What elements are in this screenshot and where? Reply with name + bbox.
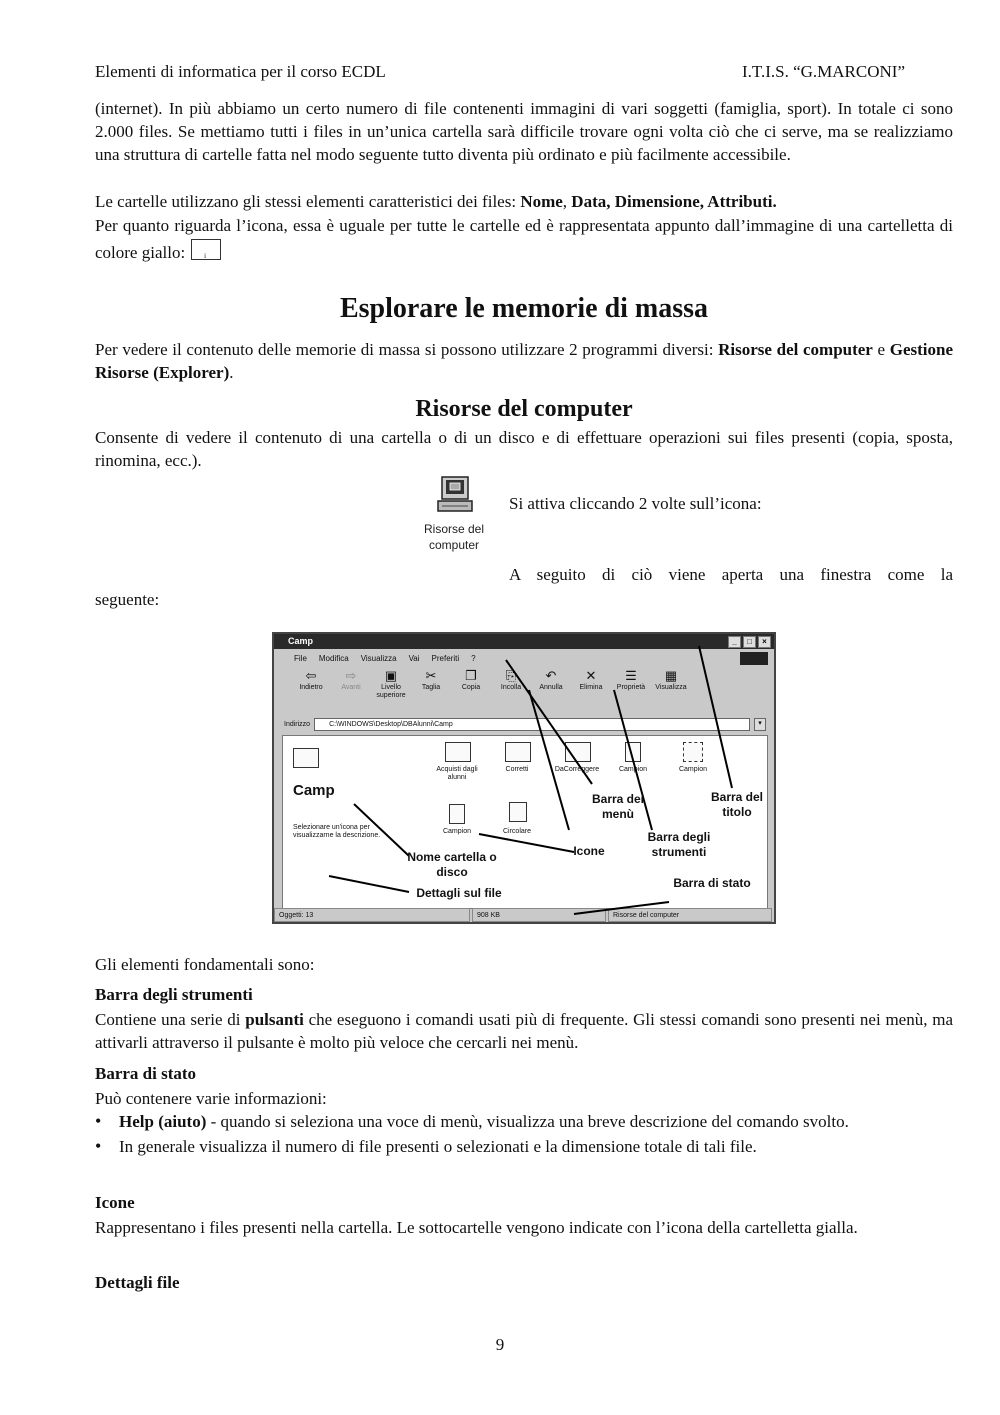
intro-p3-text: Per quanto riguarda l’icona, essa è uguale per tutte le cartelle ed è rappresentata appunto dall’immagine di una cartelletta di colore giallo: <box>95 216 953 262</box>
list-item <box>95 1110 953 1133</box>
icon-label: Circolare <box>502 828 531 835</box>
list-item: • In generale visualizza il numero di file presenti o selezionati e la dimensione totale di tali file. <box>95 1135 953 1158</box>
statusbar-paragraph: Può contenere varie informazioni: <box>95 1089 327 1108</box>
explorer-window-screenshot <box>272 632 776 924</box>
section1-mid: e <box>872 340 890 359</box>
heading-details: Dettagli file <box>95 1273 180 1292</box>
toolbar-label: Copia <box>461 684 481 691</box>
address-label: Indirizzo <box>284 721 311 728</box>
icon-label: Campion <box>618 766 647 773</box>
toolbar-label: Livello superiore <box>376 684 406 699</box>
folder-name: Camp <box>293 782 335 799</box>
intro-p2-bold-nome: Nome <box>520 192 563 211</box>
delete-icon: ✕ <box>585 668 597 683</box>
section1-bold-explorer: Gestione Risorse (Explorer) <box>95 340 953 382</box>
intro-p2-sep: , <box>562 192 572 211</box>
chevron-down-icon[interactable]: ▾ <box>754 718 766 731</box>
follow-text-1: A seguito di ciò viene aperta una finestra come la <box>509 565 953 584</box>
intro-paragraph-3 <box>95 213 953 266</box>
bullet-text: - quando si seleziona una voce di menù, visualizza una breve descrizione del comando svolto. <box>206 1112 849 1131</box>
scissors-icon: ✂ <box>425 668 437 683</box>
icon-label: DaCorreggere <box>554 766 600 773</box>
intro-paragraph-1: (internet). In più abbiamo un certo numero di file contenenti immagini di vari soggetti (famiglia, sport). In totale ci sono 2.000 files. Se mettiamo tutti i files in un’unica cartella sarà difficile trovare ogni volta ciò che ci serve, ma se realizziamo una struttura di cartelle fatta nel modo seguente tutto diventa più ordinato e più facilmente accessibile. <box>95 99 953 164</box>
follow-text-2: seguente: <box>95 590 160 609</box>
bullet-bold-help: Help (aiuto) <box>119 1112 207 1131</box>
back-icon: ⇦ <box>305 668 317 683</box>
heading-toolbar: Barra degli strumenti <box>95 985 253 1004</box>
page-number: 9 <box>495 1335 505 1354</box>
menu-modifica[interactable]: Modifica <box>318 653 349 663</box>
section1-paragraph <box>95 338 953 384</box>
intro-p2-text: Le cartelle utilizzano gli stessi elementi caratteristici dei files: <box>95 192 521 211</box>
minimize-icon[interactable]: _ <box>728 636 741 648</box>
my-computer-label-1: Risorse del <box>423 522 485 536</box>
intro-paragraph-2 <box>95 190 953 213</box>
menu-help[interactable]: ? <box>471 653 476 663</box>
status-location: Risorse del computer <box>608 908 772 922</box>
toolbar-label: Elimina <box>579 684 603 691</box>
section-title-risorse: Risorse del computer <box>415 396 633 422</box>
activate-text: Si attiva cliccando 2 volte sull’icona: <box>509 494 762 513</box>
address-input[interactable]: C:\WINDOWS\Desktop\DBAlunni\Camp <box>314 718 750 731</box>
toolbar-label: Avanti <box>341 684 361 691</box>
toolbar-bold-pulsanti: pulsanti <box>245 1010 304 1029</box>
section2-paragraph: Consente di vedere il contenuto di una cartella o di un disco e di effettuare operazioni sui files presenti (copia, sposta, rinomina, ecc.). <box>95 428 953 470</box>
toolbar-label: Visualizza <box>655 684 687 691</box>
folder-up-icon: ▣ <box>384 668 398 683</box>
forward-icon: ⇨ <box>345 668 357 683</box>
callout-icons: Icone <box>573 844 605 858</box>
heading-icons: Icone <box>95 1193 135 1212</box>
section1-bold-risorse: Risorse del computer <box>718 340 873 359</box>
my-computer-label-2: computer <box>428 538 480 552</box>
menu-preferiti[interactable]: Preferiti <box>431 653 460 663</box>
icons-paragraph: Rappresentano i files presenti nella cartella. Le sottocartelle vengono indicate con l’icona della cartelletta gialla. <box>95 1218 858 1237</box>
toolbar-paragraph <box>95 1008 953 1054</box>
header-right: I.T.I.S. “G.MARCONI” <box>741 62 905 81</box>
statusbar-bullet-list <box>95 1110 953 1160</box>
folder-icon: i <box>191 239 221 260</box>
section1-suffix: . <box>229 363 234 382</box>
toolbar-label: Annulla <box>539 684 563 691</box>
icon-label: Campion <box>442 828 471 835</box>
section-title-esplorare: Esplorare le memorie di massa <box>339 293 709 324</box>
toolbar-text-rest: che eseguono i comandi usati più di frequente. Gli stessi comandi sono presenti nei menù, ma attivarli attraverso il pulsante è molto più veloce che cercarli nei menù. <box>95 1010 953 1052</box>
icon-label: Campion <box>678 766 707 773</box>
callout-details: Dettagli sul file <box>416 886 502 900</box>
close-icon[interactable]: × <box>758 636 771 648</box>
menu-vai[interactable]: Vai <box>408 653 420 663</box>
toolbar-label: Indietro <box>299 684 323 691</box>
toolbar-label: Taglia <box>421 684 441 691</box>
elements-intro: Gli elementi fondamentali sono: <box>95 955 315 974</box>
window-title: Camp <box>288 636 314 646</box>
callout-toolbar: Barra degli strumenti <box>647 830 711 859</box>
menu-file[interactable]: File <box>294 653 307 663</box>
header-left: Elementi di informatica per il corso ECDL <box>95 62 386 81</box>
computer-icon <box>434 475 474 517</box>
callout-folder-name: Nome cartella o disco <box>407 850 497 879</box>
callout-title-bar: Barra del titolo <box>710 790 764 819</box>
page-header <box>95 62 905 82</box>
callout-status-bar: Barra di stato <box>673 876 751 890</box>
icon-label: Corretti <box>505 766 529 773</box>
callout-menu-bar: Barra dei menù <box>591 792 645 821</box>
views-icon: ▦ <box>664 668 678 683</box>
icon-label: Acquisti dagli alunni <box>436 766 478 781</box>
intro-p2-bold-attrs: Data, Dimensione, Attributi. <box>571 192 777 211</box>
section1-text: Per vedere il contenuto delle memorie di massa si possono utilizzare 2 programmi diversi: <box>95 340 719 359</box>
undo-icon: ↶ <box>545 668 557 683</box>
my-computer-icon[interactable] <box>418 475 490 553</box>
properties-icon: ☰ <box>625 668 637 683</box>
folder-description: Selezionare un'icona per visualizzarne la descrizione. <box>293 824 381 839</box>
status-size: 908 KB <box>472 908 606 922</box>
maximize-icon[interactable]: □ <box>743 636 756 648</box>
copy-icon: ❐ <box>465 668 477 683</box>
status-objects: Oggetti: 13 <box>274 908 470 922</box>
toolbar-text: Contiene una serie di <box>95 1010 246 1029</box>
toolbar-label: Proprietà <box>616 684 646 691</box>
toolbar-label: Incolla <box>500 684 522 691</box>
menu-visualizza[interactable]: Visualizza <box>360 653 397 663</box>
heading-statusbar: Barra di stato <box>95 1064 197 1083</box>
paste-icon: ⎘ <box>505 668 517 683</box>
